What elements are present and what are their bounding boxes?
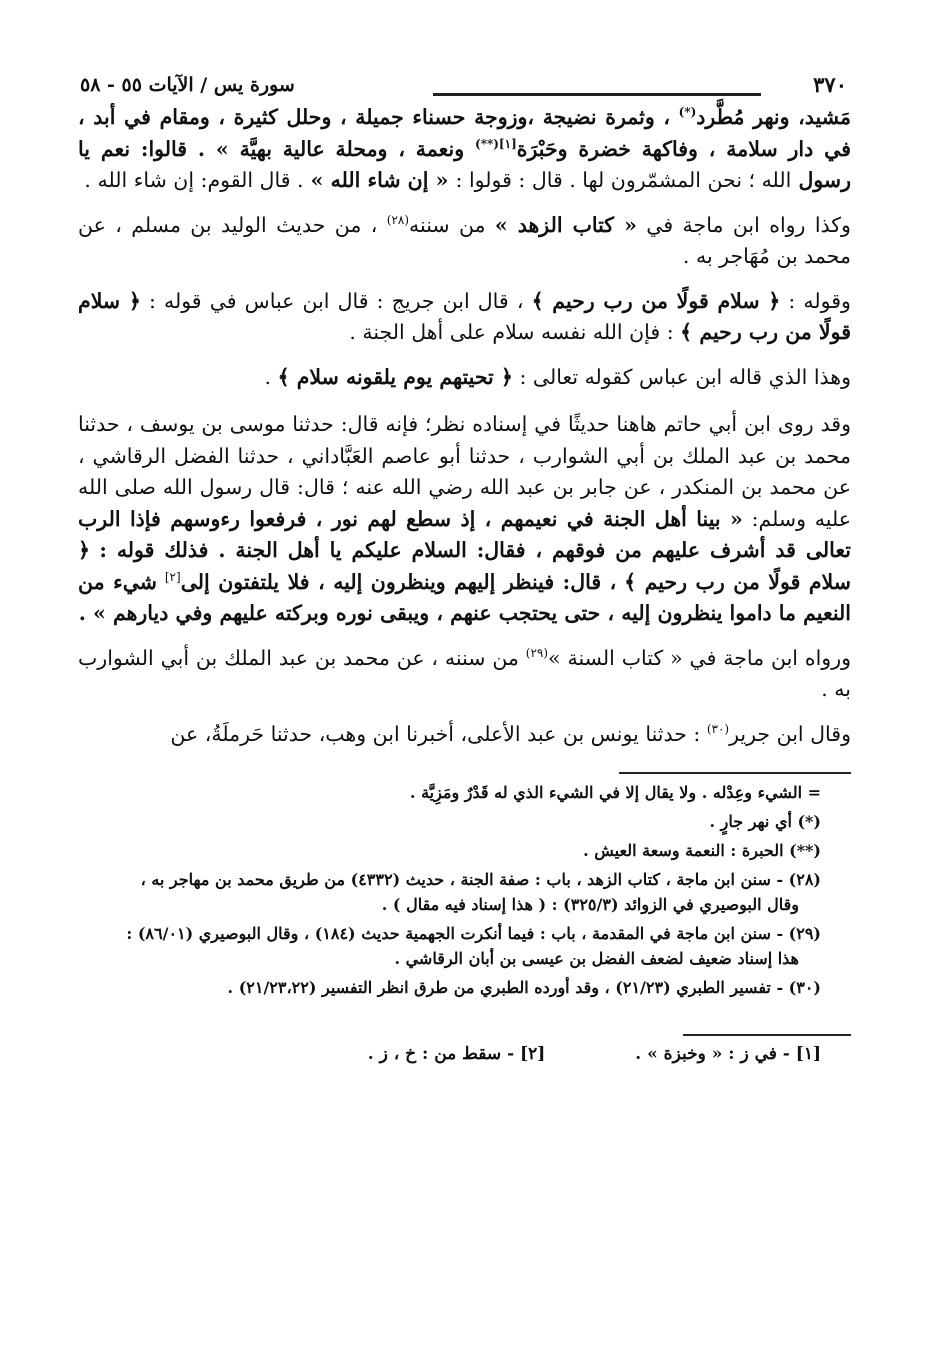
paragraph-4: وهذا الذي قاله ابن عباس كقوله تعالى : ﴿ تحيتهم يوم يلقونه سلام ﴾ . [264, 364, 851, 389]
quran-verse: ﴿ سلام قولًا من رب رحيم ﴾ [78, 538, 851, 594]
quran-verse: ﴿ سلام قولًا من رب رحيم ﴾ [78, 288, 851, 344]
paragraph-1: مَشيد، ونهر مُطَّرد(*) ، وثمرة نضيجة ،وزوجة حسناء جميلة ، وحلل كثيرة ، ومقام في أبد ، في دار سلامة ، وفاكهة خضرة وحَبْرَة$^{[١](**)}$ ونعمة ، ومحلة عالية بهيَّة » . قالوا: نعم يا رسول الله ؛ نحن المشمّرون لها . قال : قولوا : « إن شاء الله » . قال القوم: إن شاء الله . [78, 105, 851, 192]
hadith-text: « بينا أهل الجنة في نعيمهم ، إذ سطع لهم نور ، فرفعوا رءوسهم فإذا الرب تعالى قد أشرف عليهم من فوقهم ، فقال: السلام عليكم يا أهل الجنة . فذلك قوله : [78, 506, 851, 562]
paragraph-3: وقوله : ﴿ سلام قولًا من رب رحيم ﴾ ، قال ابن جريج : قال ابن عباس في قوله : ﴿ سلام قولًا من رب رحيم ﴾ : فإن الله نفسه سلام على أهل الجنة . [78, 288, 851, 344]
running-title: سورة يس / الآيات ٥٥ - ٥٨ [80, 74, 295, 96]
footnote-marker: (٢٨) [386, 212, 410, 227]
footnote: (٣٠) - تفسير الطبري (٢١/٢٣) ، وقد أورده الطبري من طرق انظر التفسير (٢١/٢٣،٢٢) . [227, 978, 821, 997]
quran-verse: ﴿ سلام قولًا من رب رحيم ﴾ [531, 288, 781, 313]
footnote: = الشيء وعِدْله . ولا يقال إلا في الشيء الذي له قَدْرٌ ومَزِيَّة . [409, 783, 821, 802]
header-rule [433, 93, 761, 96]
footnotes [78, 780, 851, 1000]
footnote-separator [619, 772, 851, 774]
manuscript-variants [78, 1044, 851, 1064]
footnote-continuation: هذا إسناد ضعيف لضعف الفضل بن عيسى بن أبان الرقاشي . [394, 949, 799, 968]
main-text [78, 102, 851, 750]
footnote-marker: (٢٩) [525, 645, 549, 660]
paragraph-6: ورواه ابن ماجة في « كتاب السنة »$^{(٢٩)}$ من سننه ، عن محمد بن عبد الملك بن أبي الشوارب به . [78, 645, 851, 701]
paragraph-7: وقال ابن جرير$^{(٣٠)}$ : حدثنا يونس بن عبد الأعلى، أخبرنا ابن وهب، حدثنا حَرملَةُ، عن [170, 721, 851, 746]
footnote: (**) الحبرة : النعمة وسعة العيش . [583, 841, 821, 860]
book-page [78, 60, 851, 1350]
quran-verse: ﴿ تحيتهم يوم يلقونه سلام ﴾ [277, 364, 513, 389]
variant-marker: [٢] [164, 569, 181, 584]
footnote-marker: (٣٠) [706, 721, 730, 736]
variant-note: [١] - في ز : « وخبزة » . [635, 1044, 821, 1064]
paragraph-2: وكذا رواه ابن ماجة في « كتاب الزهد » من سننه$^{(٢٨)}$ ، من حديث الوليد بن مسلم ، عن محمد بن مُهَاجر به . [78, 212, 851, 268]
footnote-continuation: وقال البوصيري في الزوائد (٣٢٥/٣) : ( هذا إسناد فيه مقال ) . [381, 895, 799, 914]
footnote-marker: [١](**) [475, 136, 517, 151]
footnote: (٢٩) - سنن ابن ماجة في المقدمة ، باب : فيما أنكرت الجهمية حديث (١٨٤) ، وقال البوصيري (٨٦/٠١) : [126, 924, 821, 943]
paragraph-5: وقد روى ابن أبي حاتم هاهنا حديثًا في إسناده نظر؛ فإنه قال: حدثنا موسى بن يوسف ، حدثنا محمد بن عبد الملك بن أبي الشوارب ، حدثنا أبو عاصم العَبَّاداني ، حدثنا الفضل الرقاشي ، عن محمد بن المنكدر ، عن جابر بن عبد الله رضي الله عنه ؛ قال: قال رسول الله صلى الله عليه وسلم: « بينا أهل الجنة في نعيمهم ، إذ سطع لهم نور ، فرفعوا رءوسهم فإذا الرب تعالى قد أشرف عليهم من فوقهم ، فقال: السلام عليكم يا أهل الجنة . فذلك قوله : ﴿ سلام قولًا من رب رحيم ﴾ ، قال: فينظر إليهم وينظرون إليه ، فلا يلتفتون إلى[٢] شيء من النعيم ما داموا ينظرون إليه ، حتى يحتجب عنهم ، ويبقى نوره وبركته عليهم وفي ديارهم » . [78, 412, 851, 625]
variant-note: [٢] - سقط من : خ ، ز . [367, 1044, 546, 1064]
page-header [78, 60, 851, 100]
footnote: (*) أي نهر جارٍ . [709, 812, 821, 831]
variants-separator [683, 1034, 851, 1036]
footnote-marker: (*) [678, 105, 697, 120]
footnote: (٢٨) - سنن ابن ماجة ، كتاب الزهد ، باب : صفة الجنة ، حديث (٤٣٣٢) من طريق محمد بن مهاجر به ، [140, 870, 821, 889]
page-number: ٣٧٠ [813, 72, 847, 97]
